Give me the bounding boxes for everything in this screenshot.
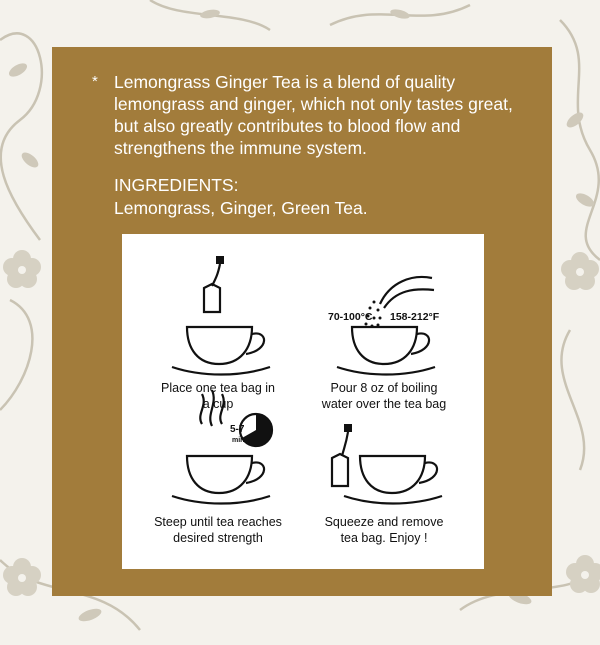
step-caption-2: Pour 8 oz of boiling water over the tea bag: [321, 381, 447, 411]
step-caption-1: Place one tea bag in a cup: [161, 381, 275, 411]
steep-unit: min: [232, 437, 245, 444]
temperature-fahrenheit: 158-212°F: [390, 311, 440, 323]
ingredients-list: Lemongrass, Ginger, Green Tea.: [114, 198, 368, 218]
ingredients-heading: INGREDIENTS:: [114, 175, 239, 195]
bullet-asterisk: *: [92, 73, 98, 90]
brewing-instructions: [122, 234, 484, 569]
product-description: Lemongrass Ginger Tea is a blend of quality lemongrass and ginger, which not only tastes great, but also greatly contributes to blood flow and strengthens the immune system.: [114, 72, 513, 158]
temperature-celsius: 70-100°C: [328, 311, 373, 323]
tea-bag-cup-icon: [172, 256, 270, 375]
remove-bag-icon: [332, 424, 442, 504]
steep-minutes: 5-7: [230, 424, 245, 435]
product-info-panel: [52, 47, 552, 596]
step-caption-4: Squeeze and remove tea bag. Enjoy !: [324, 515, 444, 545]
pour-water-icon: [337, 277, 435, 374]
step-caption-3: Steep until tea reaches desired strength: [154, 515, 282, 545]
